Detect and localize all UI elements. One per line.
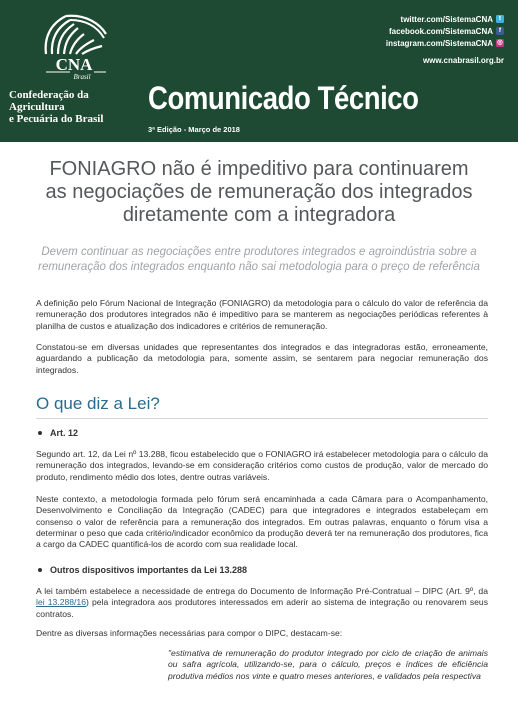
document-title: Comunicado Técnico: [148, 80, 419, 116]
section-title: O que diz a Lei?: [36, 394, 160, 413]
social-link-label: twitter.com/SistemaCNA: [400, 14, 493, 24]
social-link-label: facebook.com/SistemaCNA: [388, 26, 493, 36]
website-link[interactable]: www.cnabrasil.org.br: [422, 56, 504, 65]
header-banner: [0, 0, 518, 142]
headline-line2: as negociações de remuneração dos integrados: [45, 181, 473, 203]
headline: [20, 158, 498, 227]
dipc-quote: "estimativa de remuneração do produtor integrado por ciclo de criação de animais ou safra agrícola, utilizando-se, para o cálculo, preços e índices de eficiência produtiva médios nos vinte e quatro meses anteriores, e validados pela respectiva: [168, 648, 488, 681]
intro-paragraph: A definição pelo Fórum Nacional de Integração (FONIAGRO) da metodologia para o cálculo do valor de referência da remuneração dos produtores integrados não é impeditivo para se manterem as negociações periódicas referentes à planilha de custos e atualização dos indicadores e critérios de remuneração.: [36, 298, 488, 331]
social-link-label: instagram.com/SistemaCNA: [385, 38, 493, 48]
dipc-text-before: A lei também estabelece a necessidade de entrega do Documento de Informação Pré-Contratual – DIPC (Art. 9º, da: [36, 586, 488, 596]
social-link-twitter[interactable]: [386, 13, 504, 25]
section-divider: [36, 418, 488, 419]
dipc-text-after: ) pela integradora aos produtores interessados em aderir ao sistema de integração ou renovarem seus contratos.: [36, 597, 489, 619]
subheadline: [30, 245, 488, 275]
bullet-icon: [38, 568, 42, 572]
instagram-icon: ◎: [497, 39, 503, 46]
art12-paragraph: Segundo art. 12, da Lei nº 13.288, ficou estabelecido que o FONIAGRO irá estabelecer metodologia para o cálculo da remuneração dos integrados, levando-se em consideração critérios como custos de produção, valor de mercado do produto, rendimento médio dos lotes, dentre outras variáveis.: [36, 449, 488, 482]
headline-line3: diretamente com a integradora: [122, 204, 396, 226]
org-name-line2: e Pecuária do Brasil: [9, 113, 104, 125]
context-paragraph: Constatou-se em diversas unidades que representantes dos integrados e das integradoras estão, erroneamente, aguardando a publicação da metodologia para, somente assim, se sentarem para negociar remuneração dos integrados.: [36, 342, 488, 375]
bullet-art-12: [38, 428, 78, 438]
bullet-other-provisions: [38, 565, 247, 575]
edition-label: 3ª Edição - Março de 2018: [148, 125, 240, 134]
facebook-icon: f: [496, 27, 504, 35]
bullet-label: Art. 12: [50, 428, 79, 438]
social-link-instagram[interactable]: [386, 37, 504, 49]
bullet-icon: [38, 431, 42, 435]
subheadline-line1: Devem continuar as negociações entre produtores integrados e agroindústria sobre a: [41, 246, 477, 258]
org-name-line1: Confederação da Agricultura: [9, 89, 89, 113]
svg-text:Brasil: Brasil: [73, 73, 91, 80]
twitter-icon: t: [496, 15, 504, 23]
subheadline-line2: remuneração dos integrados enquanto não sai metodologia para o preço de referência: [38, 261, 480, 273]
svg-text:CNA: CNA: [55, 55, 93, 74]
dipc-intro-paragraph: Dentre as diversas informações necessárias para compor o DIPC, destacam-se:: [36, 628, 343, 638]
cna-logo-icon: [36, 10, 112, 80]
methodology-paragraph: Neste contexto, a metodologia formada pelo fórum será encaminhada a cada Câmara para o Acompanhamento, Desenvolvimento e Conciliação da Integração (CADEC) para que integradores e integrados estabeleçam em consenso o valor de referência para a remuneração dos integrados. Em outras palavras, enquanto o fórum visa a determinar o peso que cada critério/indicador econômico da produção deverá ter na remuneração dos produtores, fica a cargo da CADEC quantificá-los de acordo com sua realidade local.: [36, 494, 488, 550]
bullet-label: Outros dispositivos importantes da Lei 13.288: [50, 565, 248, 575]
social-links: [386, 13, 504, 49]
org-name: [9, 89, 139, 125]
headline-line1: FONIAGRO não é impeditivo para continuarem: [49, 158, 469, 180]
cna-logo: [36, 10, 112, 80]
law-link[interactable]: lei 13.288/16: [36, 597, 86, 608]
dipc-paragraph: [36, 586, 488, 620]
social-link-facebook[interactable]: [386, 25, 504, 37]
